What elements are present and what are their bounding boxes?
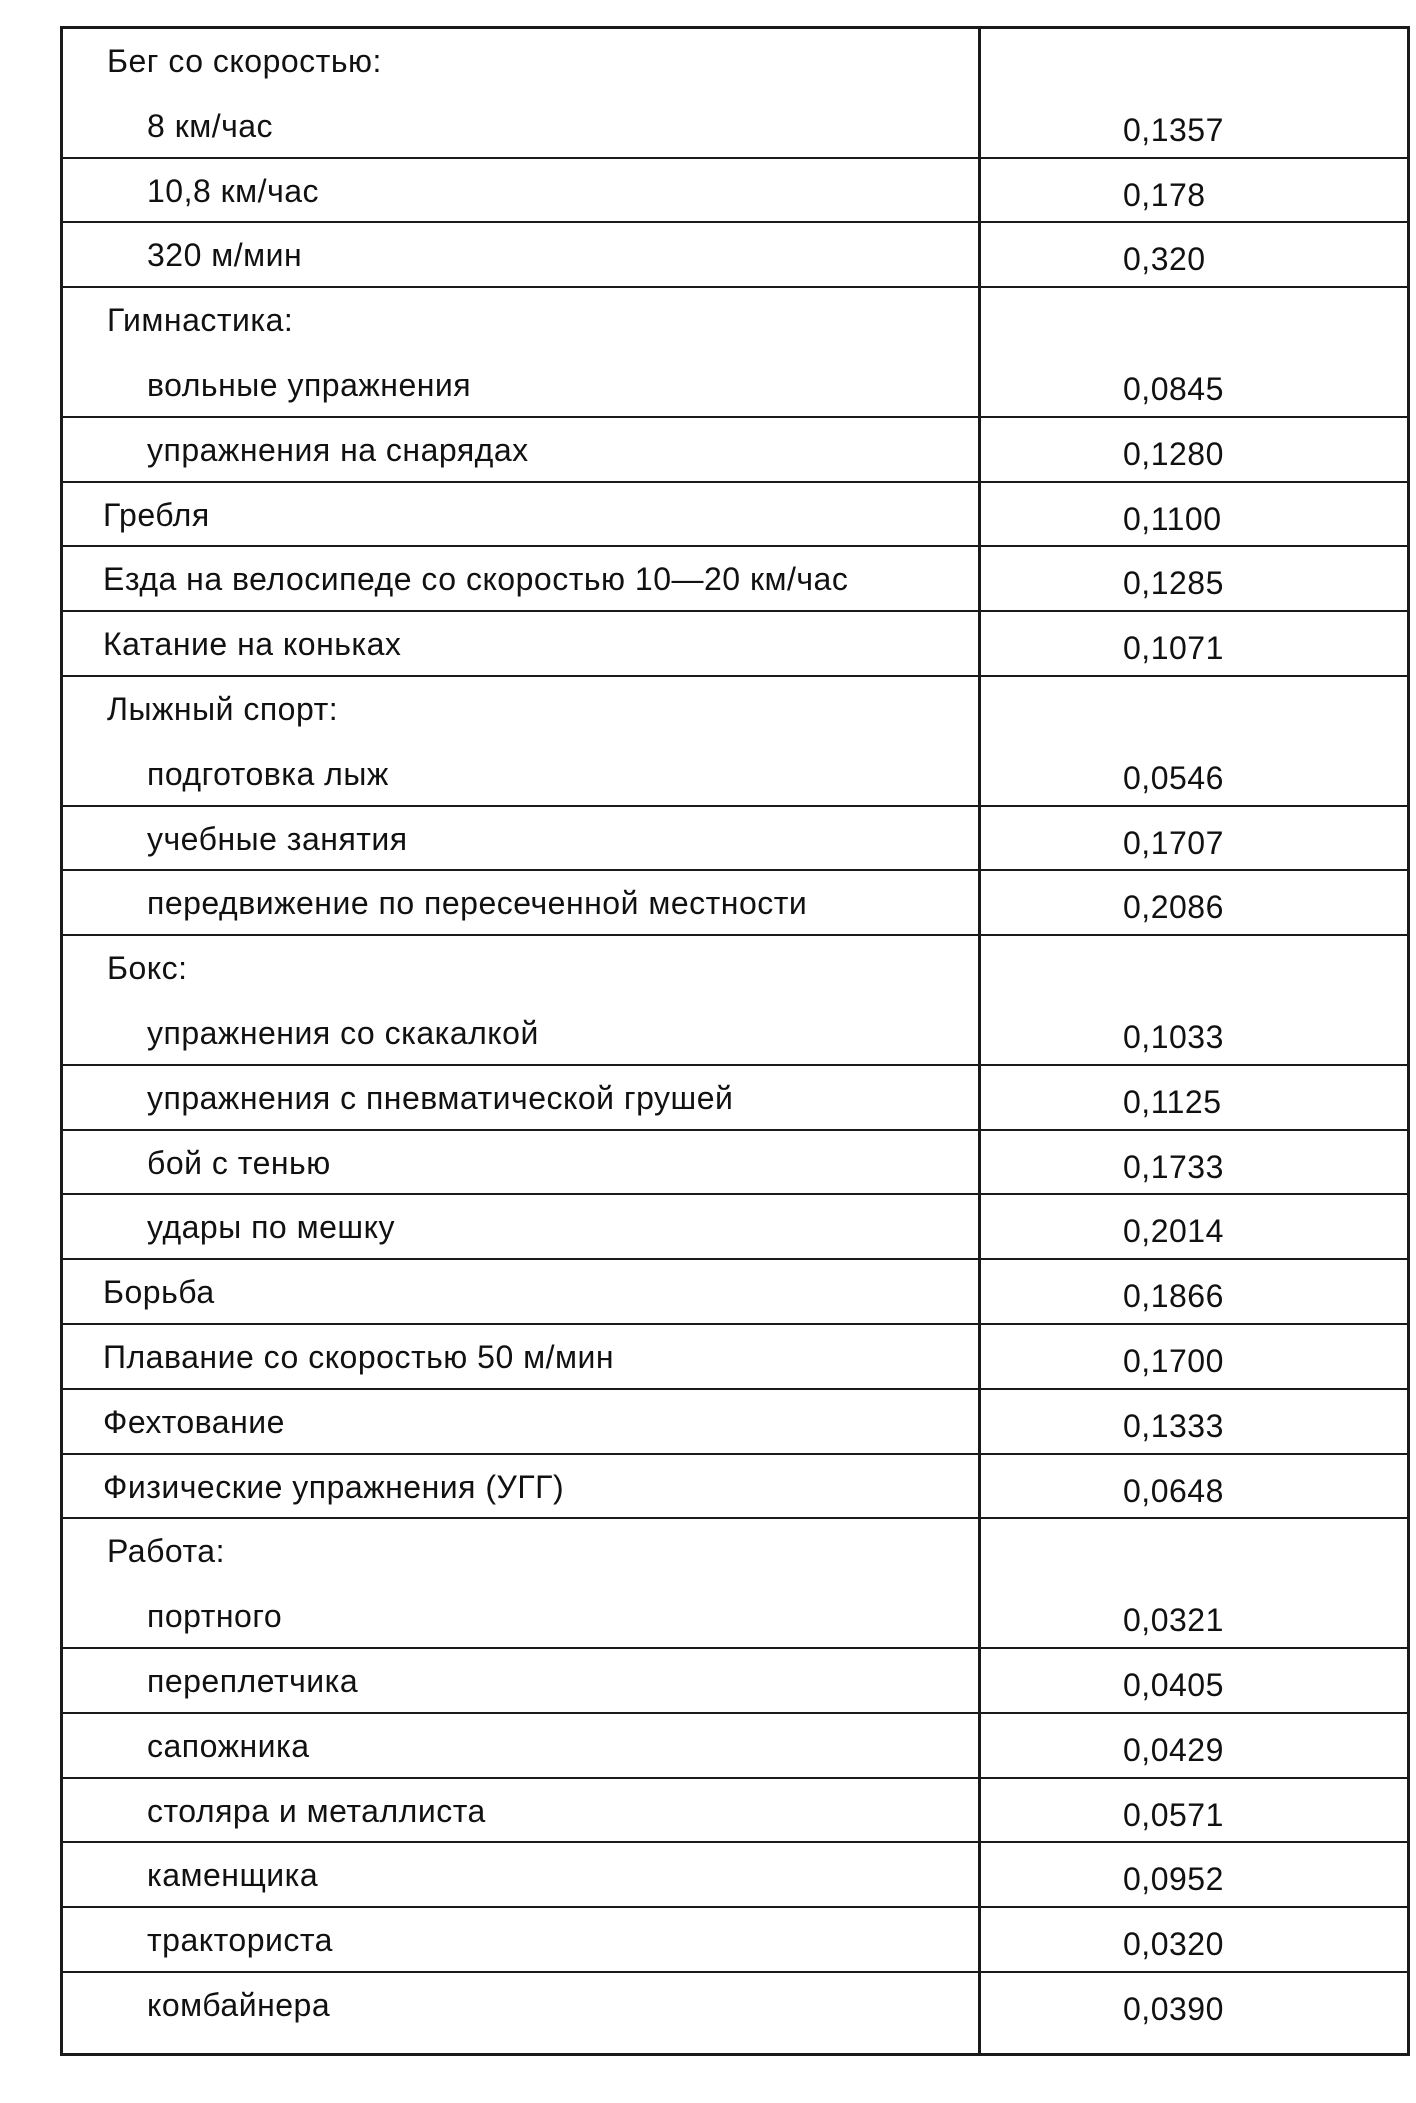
table-row	[63, 612, 1407, 677]
table-row	[63, 1325, 1407, 1390]
energy-value: 0,1280	[1123, 435, 1224, 472]
activity-label: вольные упражнения	[147, 366, 472, 403]
table-row	[63, 1455, 1407, 1520]
table-row	[63, 807, 1407, 872]
table-row	[63, 1649, 1407, 1714]
activity-label: Физические упражнения (УГГ)	[103, 1468, 565, 1505]
energy-value: 0,1733	[1123, 1148, 1224, 1185]
table-row	[63, 159, 1407, 224]
activity-label: передвижение по пересеченной местности	[147, 885, 808, 922]
table-row	[63, 483, 1407, 548]
table-row	[63, 547, 1407, 612]
activity-label: упражнения на снарядах	[147, 431, 529, 468]
table-row	[63, 871, 1407, 936]
energy-value: 0,1100	[1123, 500, 1222, 537]
energy-value: 0,1285	[1123, 565, 1224, 602]
energy-value: 0,0405	[1123, 1667, 1224, 1703]
activity-label: упражнения с пневматической грушей	[147, 1079, 734, 1116]
energy-value: 0,1071	[1123, 630, 1224, 667]
activity-label: Катание на коньках	[103, 626, 402, 663]
activity-label: учебные занятия	[147, 820, 408, 857]
table-row	[63, 1066, 1407, 1131]
activity-label: переплетчика	[147, 1663, 359, 1699]
activity-label: 10,8 км/час	[147, 172, 320, 209]
table-row	[63, 29, 1407, 159]
energy-value: 0,1700	[1123, 1343, 1224, 1379]
table-row	[63, 677, 1407, 807]
activity-label: Плавание со скоростью 50 м/мин	[103, 1339, 615, 1375]
activity-label: сапожника	[147, 1727, 310, 1764]
activity-label: столяра и металлиста	[147, 1792, 486, 1829]
energy-value: 0,0546	[1123, 759, 1224, 796]
group-heading: Бег со скоростью:	[107, 43, 382, 79]
energy-value: 0,0321	[1123, 1602, 1224, 1639]
activity-label: удары по мешку	[147, 1209, 395, 1246]
table-row	[63, 288, 1407, 418]
energy-value: 0,0845	[1123, 370, 1224, 407]
table-row	[63, 1195, 1407, 1260]
table-row	[63, 1908, 1407, 1973]
activity-label: Езда на велосипеде со скоростью 10—20 км/час	[103, 561, 849, 598]
table-row	[63, 1260, 1407, 1325]
energy-value: 0,1033	[1123, 1018, 1224, 1055]
activity-label: тракториста	[147, 1922, 333, 1959]
energy-value: 0,0429	[1123, 1731, 1224, 1768]
energy-value: 0,2014	[1123, 1213, 1224, 1250]
energy-value: 0,0320	[1123, 1926, 1224, 1963]
table-row	[63, 1390, 1407, 1455]
activity-label: каменщика	[147, 1857, 319, 1894]
energy-value: 0,0648	[1123, 1472, 1224, 1509]
energy-value: 0,0390	[1123, 1991, 1224, 2027]
table-row	[63, 1131, 1407, 1196]
table-row	[63, 1779, 1407, 1844]
energy-value: 0,1866	[1123, 1278, 1224, 1315]
energy-value: 0,320	[1123, 241, 1206, 278]
activity-label: Гребля	[103, 496, 210, 533]
activity-label: Фехтование	[103, 1403, 285, 1440]
activity-label: портного	[147, 1598, 283, 1635]
energy-value: 0,1333	[1123, 1407, 1224, 1444]
group-heading: Работа:	[107, 1533, 225, 1570]
activity-label: упражнения со скакалкой	[147, 1014, 539, 1051]
activity-label: комбайнера	[147, 1987, 331, 2023]
activity-table	[60, 26, 1410, 2056]
table-row	[63, 1519, 1407, 1649]
energy-value: 0,178	[1123, 176, 1206, 213]
table-row	[63, 418, 1407, 483]
activity-label: Борьба	[103, 1274, 215, 1311]
table-row	[63, 1973, 1407, 2038]
energy-value: 0,0571	[1123, 1796, 1224, 1833]
table-row	[63, 1714, 1407, 1779]
activity-label: 8 км/час	[147, 107, 274, 144]
activity-label: подготовка лыж	[147, 755, 389, 792]
energy-value: 0,1125	[1123, 1083, 1222, 1120]
table-row	[63, 936, 1407, 1066]
table-row	[63, 223, 1407, 288]
table-row	[63, 1843, 1407, 1908]
energy-value: 0,1707	[1123, 824, 1224, 861]
energy-value: 0,0952	[1123, 1861, 1224, 1898]
energy-value: 0,1357	[1123, 111, 1224, 148]
group-heading: Лыжный спорт:	[107, 691, 339, 727]
energy-value: 0,2086	[1123, 889, 1224, 926]
group-heading: Бокс:	[107, 950, 188, 987]
activity-label: бой с тенью	[147, 1144, 331, 1181]
activity-label: 320 м/мин	[147, 237, 303, 274]
group-heading: Гимнастика:	[107, 302, 294, 339]
